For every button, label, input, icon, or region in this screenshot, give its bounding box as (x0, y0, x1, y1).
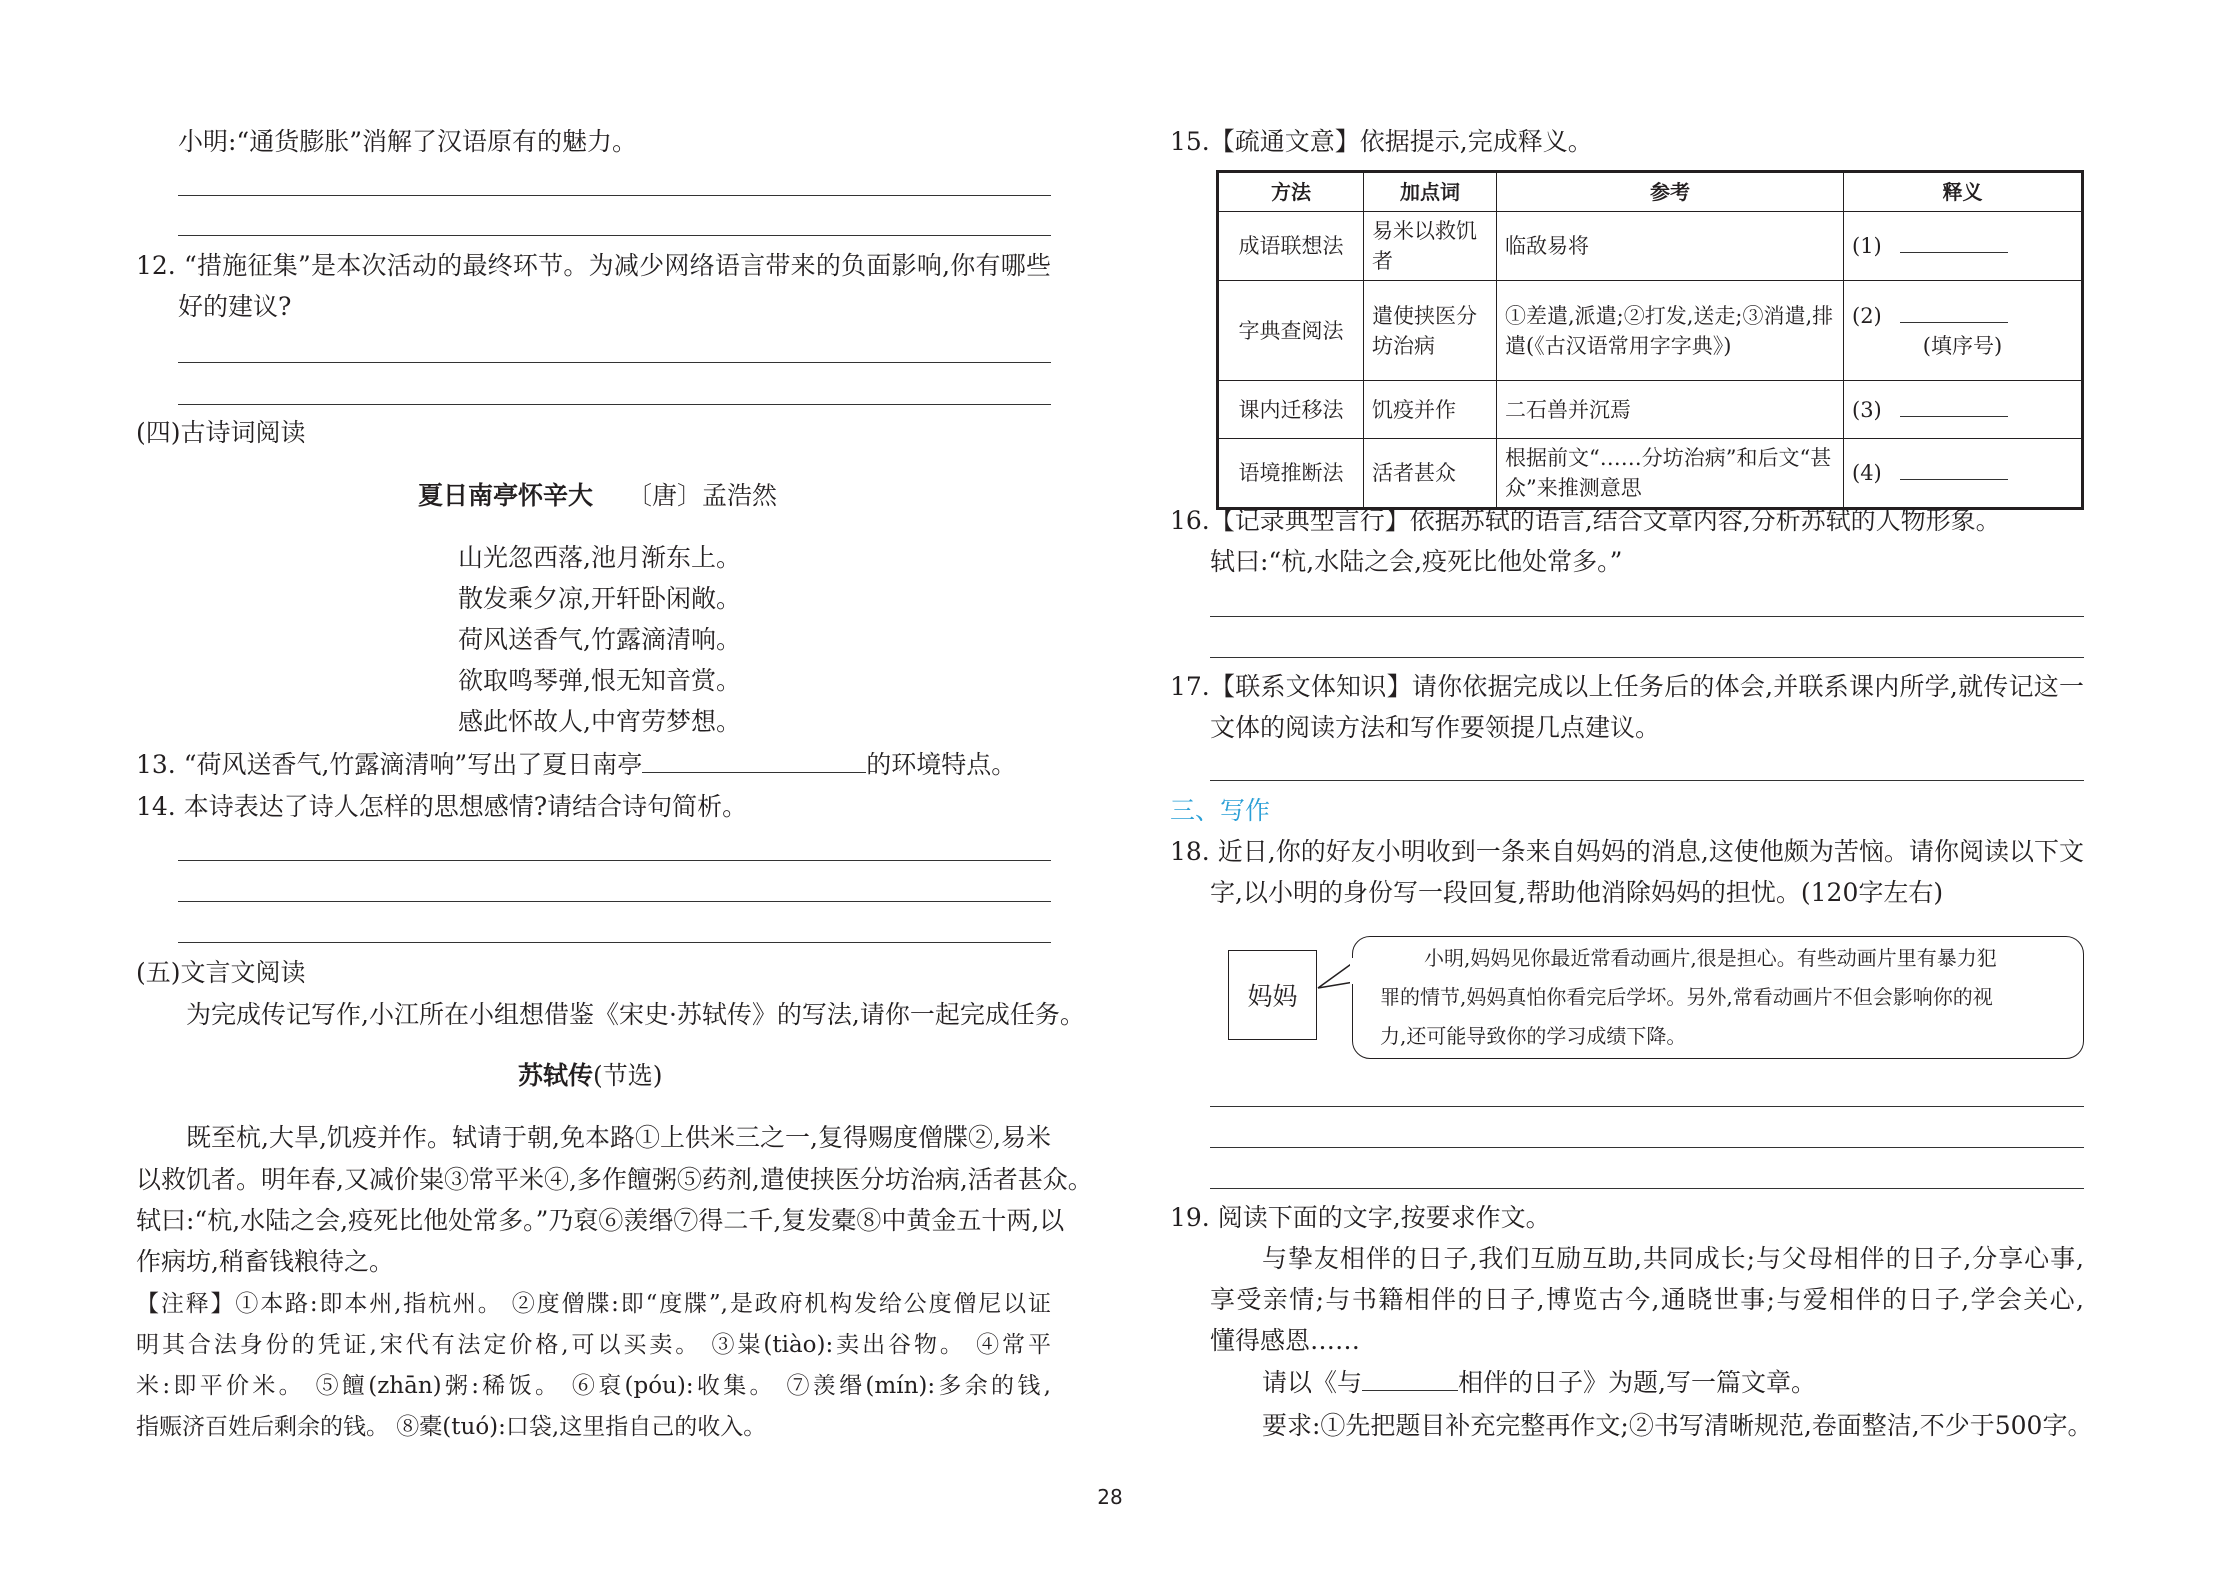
question-13-text-end: 的环境特点。 (866, 750, 1017, 779)
poem-author: 〔唐〕孟浩然 (627, 481, 778, 510)
mom-message-line: 小明,妈妈见你最近常看动画片,很是担心。有些动画片里有暴力犯 (1424, 946, 1997, 970)
notes-line: 米:即平价米。 ⑤饘(zhān)粥:稀饭。 ⑥裒(póu):收集。 ⑦羡缗(mín):多余的钱, (136, 1373, 1051, 1399)
answer-cell[interactable] (1844, 212, 2083, 281)
poem-title (418, 481, 777, 511)
answer-line[interactable] (1210, 1147, 2084, 1148)
method-cell: 语境推断法 (1218, 439, 1364, 509)
essay-prompt-line: 享受亲情;与书籍相伴的日子,博览古今,通晓世事;与爱相伴的日子,学会关心, (1210, 1285, 2084, 1314)
reference-cell: 临敌易将 (1497, 212, 1844, 281)
answer-cell[interactable] (1844, 439, 2083, 509)
essay-requirements: 要求:①先把题目补充完整再作文;②书写清晰规范,卷面整洁,不少于500字。 (1262, 1411, 2093, 1440)
reference-cell: 根据前文“……分坊治病”和后文“甚众”来推测意思 (1497, 439, 1844, 509)
fill-blank[interactable] (1362, 1368, 1458, 1391)
section-heading-poetry: (四)古诗词阅读 (136, 418, 306, 447)
word-cell: 饥疫并作 (1364, 381, 1497, 439)
method-cell: 成语联想法 (1218, 212, 1364, 281)
poem-line: 荷风送香气,竹露滴清响。 (458, 625, 741, 654)
table-row (1218, 281, 2083, 381)
answer-number: (4) (1852, 461, 1882, 485)
answer-line[interactable] (178, 860, 1051, 861)
fill-blank[interactable] (1900, 252, 2008, 253)
essay-prompt-line: 懂得感恩…… (1210, 1326, 1361, 1355)
answer-hint: (填序号) (1922, 333, 2003, 358)
answer-line[interactable] (178, 235, 1051, 236)
text-title-note: (节选) (593, 1061, 663, 1090)
header-meaning: 释义 (1844, 172, 2083, 212)
question-18-cont: 字,以小明的身份写一段回复,帮助他消除妈妈的担忧。(120字左右) (1210, 878, 1944, 907)
question-12-cont: 好的建议? (178, 292, 292, 321)
answer-line[interactable] (178, 195, 1051, 196)
question-12: 12. “措施征集”是本次活动的最终环节。为减少网络语言带来的负面影响,你有哪些 (136, 251, 1051, 280)
passage-line: 既至杭,大旱,饥疫并作。轼请于朝,免本路①上供米三之一,复得赐度僧牒②,易米 (186, 1123, 1051, 1152)
text-title-main: 苏轼传 (518, 1061, 594, 1090)
notes-line: 明其合法身份的凭证,宋代有法定价格,可以买卖。 ③粜(tiào):卖出谷物。 ④常平 (136, 1332, 1051, 1358)
passage-line: 轼曰:“杭,水陆之会,疫死比他处常多。”乃裒⑥羡缗⑦得二千,复发橐⑧中黄金五十两,以 (136, 1206, 1065, 1235)
interpretation-table (1216, 170, 2084, 510)
table-row (1218, 381, 2083, 439)
table-row (1218, 439, 2083, 509)
essay-title-text-end: 相伴的日子》为题,写一篇文章。 (1458, 1368, 1816, 1397)
mom-message-line: 力,还可能导致你的学习成绩下降。 (1380, 1024, 1687, 1048)
answer-line[interactable] (1210, 1188, 2084, 1189)
answer-cell[interactable] (1844, 381, 2083, 439)
table-row (1218, 212, 2083, 281)
fill-blank[interactable] (1900, 479, 2008, 480)
word-cell: 易米以救饥者 (1364, 212, 1497, 281)
answer-line[interactable] (178, 362, 1051, 363)
fill-blank[interactable] (1900, 416, 2008, 417)
answer-number: (1) (1852, 234, 1882, 258)
poem-line: 散发乘夕凉,开轩卧闲敞。 (458, 584, 741, 613)
poem-line: 感此怀故人,中宵劳梦想。 (458, 707, 741, 736)
question-13-text: 13. “荷风送香气,竹露滴清响”写出了夏日南亭 (136, 750, 643, 779)
question-13 (136, 750, 1051, 780)
answer-line[interactable] (178, 942, 1051, 943)
section-heading-classical: (五)文言文阅读 (136, 958, 306, 987)
poem-title-text: 夏日南亭怀辛大 (418, 481, 594, 510)
mom-message-line: 罪的情节,妈妈真怕你看完后学坏。另外,常看动画片不但会影响你的视 (1380, 985, 1993, 1009)
table-header-row (1218, 172, 2083, 212)
xiaoming-statement: 小明:“通货膨胀”消解了汉语原有的魅力。 (178, 127, 637, 156)
question-14: 14. 本诗表达了诗人怎样的思想感情?请结合诗句简析。 (136, 792, 748, 821)
question-16: 16.【记录典型言行】依据苏轼的语言,结合文章内容,分析苏轼的人物形象。 (1170, 506, 2001, 535)
answer-line[interactable] (178, 901, 1051, 902)
word-cell: 遣使挟医分坊治病 (1364, 281, 1497, 381)
method-cell: 课内迁移法 (1218, 381, 1364, 439)
answer-number: (2) (1852, 303, 1882, 328)
notes-line: 【注释】①本路:即本州,指杭州。 ②度僧牒:即“度牒”,是政府机构发给公度僧尼以证 (136, 1291, 1051, 1317)
question-18: 18. 近日,你的好友小明收到一条来自妈妈的消息,这使他颇为苦恼。请你阅读以下文 (1170, 837, 2084, 866)
question-19: 19. 阅读下面的文字,按要求作文。 (1170, 1203, 1551, 1232)
section-heading-writing: 三、写作 (1170, 796, 1271, 825)
fill-blank[interactable] (1900, 322, 2008, 323)
task-intro: 为完成传记写作,小江所在小组想借鉴《宋史·苏轼传》的写法,请你一起完成任务。 (186, 1000, 1085, 1029)
answer-line[interactable] (1210, 657, 2084, 658)
header-word: 加点词 (1364, 172, 1497, 212)
essay-title-text: 请以《与 (1262, 1368, 1363, 1397)
answer-line[interactable] (1210, 1106, 2084, 1107)
page-number: 28 (1097, 1485, 1123, 1509)
answer-cell[interactable] (1844, 281, 2083, 381)
answer-number: (3) (1852, 397, 1882, 422)
notes-line: 指赈济百姓后剩余的钱。 ⑧橐(tuó):口袋,这里指自己的收入。 (136, 1414, 767, 1440)
essay-title-instruction (1262, 1368, 1816, 1398)
passage-line: 以救饥者。明年春,又减价粜③常平米④,多作饘粥⑤药剂,遣使挟医分坊治病,活者甚众。 (136, 1165, 1093, 1194)
essay-prompt-line: 与挚友相伴的日子,我们互励互助,共同成长;与父母相伴的日子,分享心事, (1262, 1244, 2084, 1273)
text-title (518, 1061, 663, 1091)
answer-line[interactable] (1210, 616, 2084, 617)
answer-line[interactable] (178, 404, 1051, 405)
passage-line: 作病坊,稍畜钱粮待之。 (136, 1247, 394, 1276)
question-17: 17.【联系文体知识】请你依据完成以上任务后的体会,并联系课内所学,就传记这一 (1170, 672, 2084, 701)
question-15: 15.【疏通文意】依据提示,完成释义。 (1170, 127, 1593, 156)
reference-cell: ①差遣,派遣;②打发,送走;③消遣,排遣(《古汉语常用字字典》) (1497, 281, 1844, 381)
poem-line: 欲取鸣琴弹,恨无知音赏。 (458, 666, 741, 695)
question-17-cont: 文体的阅读方法和写作要领提几点建议。 (1210, 713, 1661, 742)
poem-line: 山光忽西落,池月渐东上。 (458, 543, 741, 572)
word-cell: 活者甚众 (1364, 439, 1497, 509)
header-method: 方法 (1218, 172, 1364, 212)
fill-blank[interactable] (642, 750, 866, 773)
method-cell: 字典查阅法 (1218, 281, 1364, 381)
header-reference: 参考 (1497, 172, 1844, 212)
reference-cell: 二石兽并沉焉 (1497, 381, 1844, 439)
mom-label-box (1228, 950, 1317, 1040)
mom-label: 妈妈 (1247, 982, 1298, 1011)
answer-line[interactable] (1210, 780, 2084, 781)
question-16-quote: 轼曰:“杭,水陆之会,疫死比他处常多。” (1210, 547, 1623, 576)
